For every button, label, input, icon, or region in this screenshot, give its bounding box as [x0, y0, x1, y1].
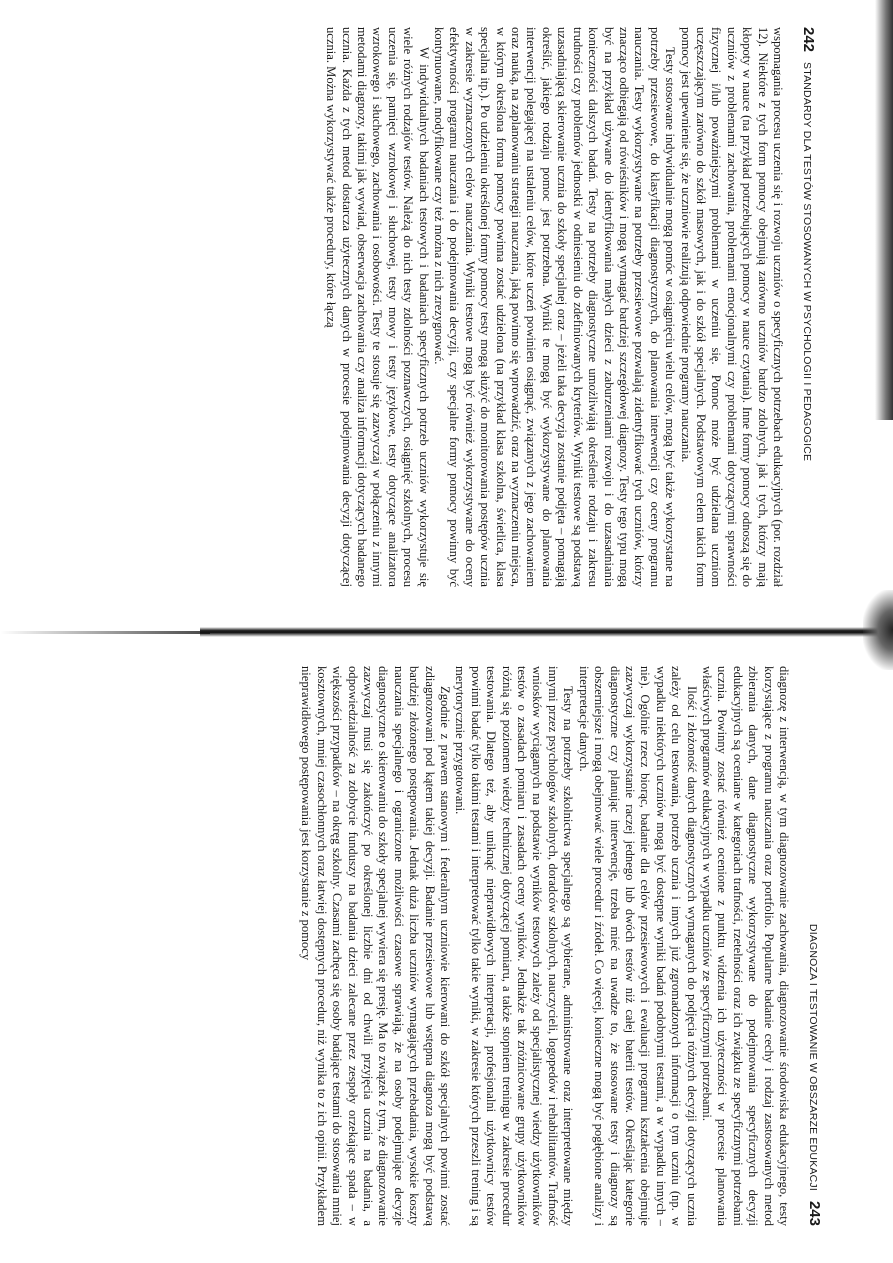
paragraph: W indywidualnych badaniach testowych i badaniach specyficznych potrzeb uczniów wykorzystuje się wiele różnych rodzajów testów. Należą do nich testy zdolności poznawczych, osiągnięć szkolnych, procesu uczenia się, pamięci wzrokowej i słuchowej, testy mowy i testy językowe, testy dotyczące analizatora wzrokowego i słuchowego, zachowania i osobowości. Testy te stosuje się zazwyczaj w połączeniu z innymi metodami diagnozy, takimi jak wywiad, obserwacja zachowania czy analiza informacji dotyczących badanego ucznia. Każda z tych metod dostarcza użytecznych danych w procesie podejmowania decyzji dotyczącej ucznia. Można wykorzystywać także procedury, które łączą — [324, 27, 431, 587]
page-number-right: 243 — [806, 1200, 823, 1226]
book-gutter-fade — [0, 631, 210, 634]
scan-corner-shadow — [875, 0, 893, 420]
book-gutter — [200, 627, 893, 637]
page-right — [57, 666, 827, 1226]
paragraph: Ilość i złożoność danych diagnostycznych wymaganych do podjęcia różnych decyzji dotyczących ucznia zależy od celu testowania, potrzeb ucznia i innych już zgromadzonych informacji o tym uczniu (np. w wypadku niektórych uczniów mogą być dostępne wyniki badań podobnymi testami, a w wypadku innych – nie). Ogólnie rzecz biorąc, badanie dla celów przesiewowych i ewaluacji programu kształcenia obejmuje zazwyczaj wykorzystanie raczej jednego lub dwóch testów niż całej baterii testów. Określając kategorie diagnostyczne czy planując interwencję, trzeba mieć na uwadze to, że stosowane testy i diagnozy są obszerniejsze i mogą obejmować wiele procedur i źródeł. Co więcej, konieczne mogą być pogłębione analizy i interpretacje danych. — [576, 666, 699, 1226]
page-number-left: 242 — [800, 27, 817, 53]
running-head-right-title: DIAGNOZA I TESTOWANIE W OBSZARZE EDUKACJI — [807, 923, 819, 1191]
page-left — [51, 27, 821, 587]
paragraph: Zgodnie z prawem stanowym i federalnym uczniowie kierowani do szkół specjalnych powinni zostać zdiagnozowani pod kątem takiej decyzji. Badanie przesiewowe lub wstępna diagnoza mogą być podstawą bardziej złożonego postępowania. Jednak duża liczba uczniów wymagających przebadania, wysokie koszty nauczania specjalnego i ograniczone możliwości czasowe sprawiają, że na osoby podejmujące decyzje diagnostyczne o skierowaniu do szkoły specjalnej wywiera się presję. Ma to związek z tym, że diagnozowanie zazwyczaj musi się zakończyć po określonej liczbie dni od chwili przyjęcia ucznia na badania, a odpowiedzialność za zdobycie funduszy na badania dzieci zalecane przez zespoły orzekające spada – w większości przypadków – na okręg szkolny. Czasami zachęca się osoby badające testami do stosowania mniej kosztownych, mniej czasochłonnych oraz łatwiej dostępnych procedur, niż wynika to z ich opinii. Przykładem nieprawidłowego postępowania jest korzystanie z pomocy — [299, 666, 453, 1226]
paragraph: Testy stosowane indywidualnie mogą pomóc w osiągnięciu wielu celów, mogą być także wykorzystane na potrzeby przesiewowe, do klasyfikacji diagnostycznych, do planowania interwencji czy oceny programu nauczania. Testy wykorzystywane na potrzeby przesiewowe pozwalają zidentyfikować tych uczniów, którzy znacząco odbiegają od rówieśników i mogą wymagać bardziej szczegółowej diagnozy. Testy tego typu mogą być na przykład używane do identyfikowania małych dzieci z zaburzeniami rozwoju i do uzasadniania konieczności dalszych badań. Testy na potrzeby diagnostyczne umożliwiają określenie rodzaju i zakresu trudności czy problemów jednostki w odniesieniu do zdefiniowanych kryteriów. Wyniki testowe są podstawą uzasadniającą skierowanie ucznia do szkoły specjalnej oraz – jeżeli taka decyzja zostanie podjęta – pomagają określić, jakiego rodzaju pomoc jest potrzebna. Wyniki te mogą być wykorzystywane do planowania interwencji polegającej na ustaleniu celów, które uczeń powinien osiągnąć, związanych z jego zachowaniem oraz nauką, na zaplanowaniu strategii nauczania, jaką powinno się wprowadzić, oraz na wyznaczeniu miejsca, w którym określona forma pomocy powinna zostać udzielona (na przykład klasa szkolna, świetlica, klasa specjalna itp.). Po udzieleniu określonej formy pomocy testy mogą służyć do monitorowania postępów ucznia w zakresie wyznaczonych celów nauczania. Wyniki testowe mogą być również wykorzystywane do oceny efektywności programu nauczania i do podejmowania decyzji, czy specjalne formy pomocy powinny być kontynuowane, modyfikowane czy też można z nich zrezygnować. — [432, 27, 678, 587]
paragraph: Testy na potrzeby szkolnictwa specjalnego są wybierane, administrowane oraz interpretowane między innymi przez psychologów szkolnych, doradców szkolnych, nauczycieli, logopedów i rehabilitantów. Trafność wniosków wyciąganych na podstawie wyników testowych zależy od specjalistycznej wiedzy użytkowników testów o zasadach pomiaru i zasadach oceny wyników. Jednakże tak zróżnicowane grupy użytkowników różnią się poziomem wiedzy technicznej dotyczącej pomiaru, a także stopniem treningu w zakresie procedur testowania. Dlatego też, aby uniknąć nieprawidłowych interpretacji, profesjonalni użytkownicy testów powinni badać tylko takimi testami i interpretować tylko takie wyniki, w zakresie których przeszli trening i są merytorycznie przygotowani. — [453, 666, 576, 1226]
running-head-right — [801, 666, 827, 1226]
paragraph: wspomagania procesu uczenia się i rozwoju uczniów o specyficznych potrzebach edukacyjnych (por. rozdział 12). Niektóre z tych form pomocy obejmują zarówno uczniów bardzo zdolnych, jak i tych, którzy mają kłopoty w nauce (na przykład potrzebujących pomocy w nauce czytania). Inne formy pomocy odnoszą się do uczniów z problemami zachowania, problemami emocjonalnymi czy problemami dotyczącymi sprawności fizycznej i/lub poważniejszymi problemami w uczeniu się. Pomoc może być udzielana uczniom uczęszczającym zarówno do szkół masowych, jak i do szkół specjalnych. Podstawowym celem takich form pomocy jest upewnienie się, że uczniowie realizują odpowiednie programy nauczania. — [678, 27, 785, 587]
running-head-left — [795, 27, 821, 587]
running-head-left-title: STANDARDY DLA TESTÓW STOSOWANYCH W PSYCHOLOGII I PEDAGOGICE — [801, 62, 813, 462]
page-left-body — [51, 27, 795, 587]
page-right-body — [57, 666, 801, 1226]
paragraph: diagnozę z interwencją, w tym diagnozowanie zachowania, diagnozowanie środowiska edukacyjnego, testy korzystające z programu nauczania oraz portfolio. Popularne badanie cechy i rodzaj zastosowanych metod zbierania danych, dane diagnostyczne wykorzystywane do podejmowania specyficznych decyzji edukacyjnych są oceniane w kategoriach trafności, rzetelności oraz ich związku ze specyficznymi potrzebami ucznia. Powinny zostać również ocenione z punktu widzenia ich użyteczności w procesie planowania właściwych programów edukacyjnych w wypadku uczniów ze specyficznymi potrzebami. — [699, 666, 791, 1226]
scan-gutter-shadow — [863, 590, 893, 670]
